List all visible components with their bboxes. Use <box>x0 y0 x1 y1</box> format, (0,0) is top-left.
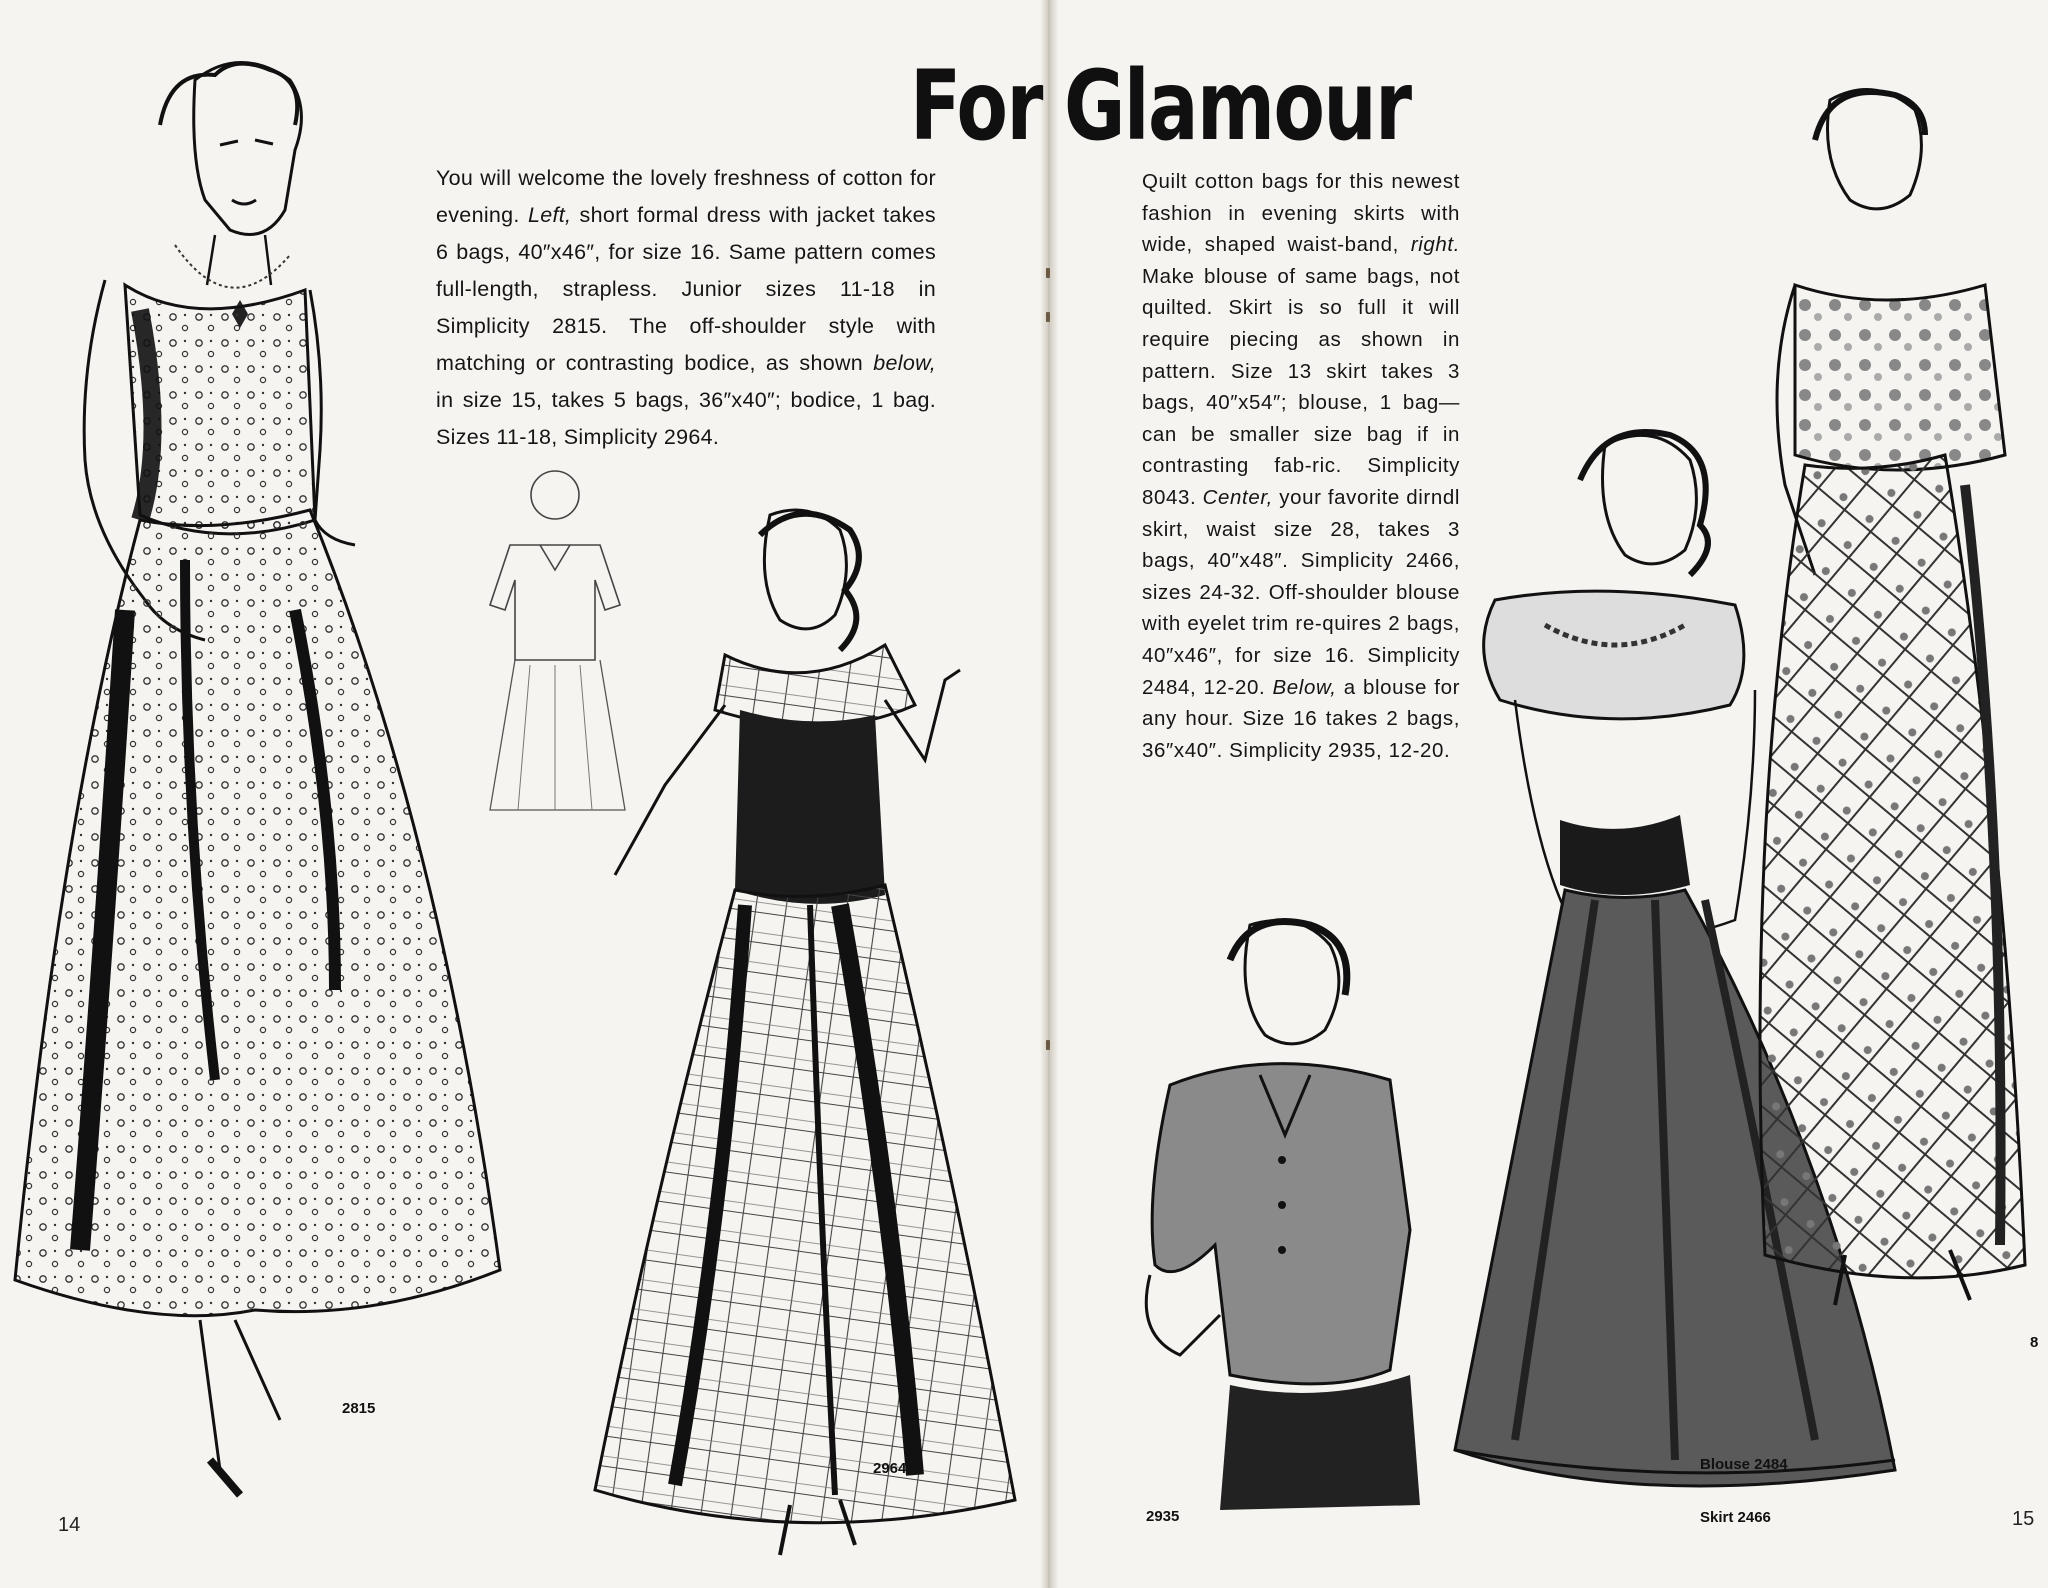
staple-mid <box>1046 312 1050 322</box>
headline-left: For <box>910 50 1042 162</box>
text-run: a blouse for any hour. Size 16 takes 2 bags, 36″x40″. Simplicity 2935, 12-20. <box>1142 675 1461 762</box>
illustration-dress-2815 <box>10 50 510 1500</box>
emphasis-run: Below, <box>1272 675 1337 699</box>
page-number-right: 15 <box>2012 1508 2035 1530</box>
text-run: your favorite dirndl skirt, waist size 28, takes 3 bags, 40″x48″. Simplicity 2466, sizes 24-32. Off-shoulder blouse with eyelet trim re-quires 2 bags, 40″x46″, for size 16. Simplicity 2484, 12-20. <box>1142 485 1460 699</box>
illustration-evening-dress-8043 <box>1735 85 2045 1315</box>
text-run: in size 15, takes 5 bags, 36″x40″; bodice, 1 bag. Sizes 11-18, Simplicity 2964. <box>436 388 936 449</box>
page-number-left: 14 <box>58 1514 81 1536</box>
text-run: Make blouse of same bags, not quilted. Skirt is so full it will require piecing as shown in pattern. Size 13 skirt takes 3 bags, 40″x54″; blouse, 1 bag—can be smaller size bag if in contrasting fab-ric. Simplicity 8043. <box>1142 264 1460 509</box>
emphasis-run: Center, <box>1202 485 1273 509</box>
headline-right: Glamour <box>1064 50 1411 162</box>
caption-cut-off: 8 <box>2030 1334 2039 1351</box>
text-run: Quilt cotton bags for this newest fashion in evening skirts with wide, shaped waist-band, <box>1142 170 1460 257</box>
caption-2964: 2964 <box>873 1460 907 1477</box>
illustration-dress-2964 <box>555 505 1035 1565</box>
right-body-copy <box>1142 166 1460 766</box>
emphasis-run: right. <box>1410 233 1460 257</box>
staple-top <box>1046 268 1050 278</box>
illustration-blouse-2935 <box>1110 915 1470 1535</box>
emphasis-run: below, <box>873 351 936 375</box>
caption-blouse-2484: Blouse 2484 <box>1700 1456 1788 1473</box>
text-run: short formal dress with jacket takes 6 bags, 40″x46″, for size 16. Same pattern comes full-length, strapless. Junior sizes 11-18 in Simplicity 2815. The off-shoulder style with matching or contrasting bodice, as shown <box>436 203 936 375</box>
staple-bottom <box>1046 1040 1050 1050</box>
text-run: You will welcome the lovely freshness of cotton for evening. <box>436 166 936 227</box>
caption-skirt-2466: Skirt 2466 <box>1700 1509 1771 1526</box>
left-body-copy <box>436 160 936 456</box>
emphasis-run: Left, <box>527 203 572 227</box>
gutter-fold <box>1040 0 1058 1588</box>
caption-2815: 2815 <box>342 1400 376 1417</box>
caption-2935: 2935 <box>1146 1508 1180 1525</box>
